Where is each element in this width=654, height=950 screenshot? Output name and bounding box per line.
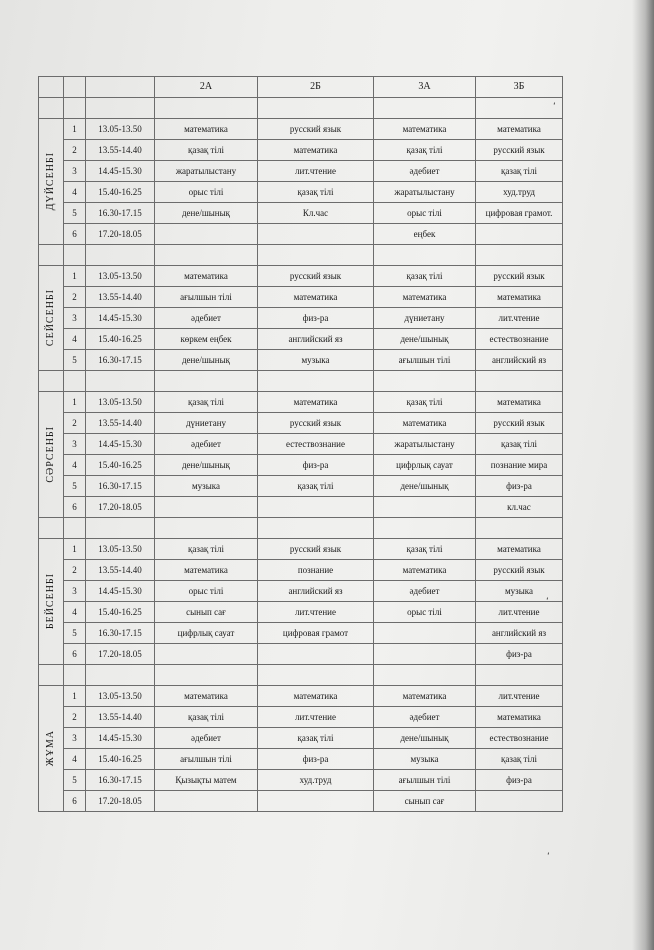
lesson-number: 1 xyxy=(64,392,86,413)
subject-cell-3b: математика xyxy=(476,539,563,560)
empty-cell xyxy=(64,98,86,119)
lesson-number: 3 xyxy=(64,728,86,749)
lesson-number: 4 xyxy=(64,182,86,203)
subject-cell-2b xyxy=(258,224,374,245)
subject-cell-2b: естествознание xyxy=(258,434,374,455)
empty-cell xyxy=(39,518,64,539)
lesson-number: 1 xyxy=(64,119,86,140)
lesson-time: 14.45-15.30 xyxy=(86,434,155,455)
empty-cell xyxy=(155,371,258,392)
subject-cell-2b: русский язык xyxy=(258,266,374,287)
lesson-time: 14.45-15.30 xyxy=(86,161,155,182)
lesson-row xyxy=(39,476,563,497)
subject-cell-3b: английский яз xyxy=(476,350,563,371)
empty-cell xyxy=(86,245,155,266)
spacer-row xyxy=(39,98,563,119)
subject-cell-3b: кл.час xyxy=(476,497,563,518)
lesson-row xyxy=(39,182,563,203)
subject-cell-2a: дене/шынық xyxy=(155,203,258,224)
lesson-number: 3 xyxy=(64,161,86,182)
lesson-time: 13.05-13.50 xyxy=(86,539,155,560)
subject-cell-2b: физ-ра xyxy=(258,308,374,329)
lesson-time: 15.40-16.25 xyxy=(86,455,155,476)
lesson-number: 2 xyxy=(64,560,86,581)
pen-mark: ʻ xyxy=(553,102,556,112)
subject-cell-2a: әдебиет xyxy=(155,434,258,455)
lesson-row xyxy=(39,392,563,413)
subject-cell-3b: физ-ра xyxy=(476,770,563,791)
day-label xyxy=(39,266,64,371)
subject-cell-2b: қазақ тілі xyxy=(258,728,374,749)
lesson-number: 6 xyxy=(64,497,86,518)
subject-cell-3b: лит.чтение xyxy=(476,602,563,623)
empty-cell xyxy=(258,665,374,686)
subject-cell-2b: познание xyxy=(258,560,374,581)
day-name: ЖҰМА xyxy=(45,730,56,767)
lesson-number: 5 xyxy=(64,476,86,497)
subject-cell-3b: английский яз xyxy=(476,623,563,644)
spacer-row xyxy=(39,518,563,539)
subject-cell-2b xyxy=(258,644,374,665)
subject-cell-3a: жаратылыстану xyxy=(374,434,476,455)
lesson-row xyxy=(39,350,563,371)
subject-cell-2b: математика xyxy=(258,392,374,413)
subject-cell-2a xyxy=(155,791,258,812)
empty-cell xyxy=(476,665,563,686)
subject-cell-3b: русский язык xyxy=(476,266,563,287)
lesson-row xyxy=(39,266,563,287)
subject-cell-2b: русский язык xyxy=(258,119,374,140)
lesson-number: 4 xyxy=(64,749,86,770)
lesson-number: 6 xyxy=(64,644,86,665)
subject-cell-3b xyxy=(476,224,563,245)
day-name: ДҮЙСЕНБІ xyxy=(45,152,56,211)
empty-cell xyxy=(476,371,563,392)
empty-cell xyxy=(86,98,155,119)
lesson-time: 14.45-15.30 xyxy=(86,581,155,602)
subject-cell-3a: қазақ тілі xyxy=(374,266,476,287)
subject-cell-2b xyxy=(258,791,374,812)
page-edge-shadow xyxy=(632,0,654,950)
lesson-number: 3 xyxy=(64,581,86,602)
lesson-row xyxy=(39,728,563,749)
subject-cell-3a: математика xyxy=(374,287,476,308)
lesson-time: 16.30-17.15 xyxy=(86,623,155,644)
lesson-row xyxy=(39,308,563,329)
subject-cell-3b: лит.чтение xyxy=(476,686,563,707)
lesson-row xyxy=(39,791,563,812)
subject-cell-3b: математика xyxy=(476,392,563,413)
subject-cell-3a: әдебиет xyxy=(374,161,476,182)
empty-cell xyxy=(374,98,476,119)
lesson-time: 15.40-16.25 xyxy=(86,329,155,350)
subject-cell-3a: математика xyxy=(374,686,476,707)
empty-cell xyxy=(374,518,476,539)
subject-cell-2b: математика xyxy=(258,287,374,308)
day-label xyxy=(39,539,64,665)
empty-cell xyxy=(86,371,155,392)
subject-cell-2b: лит.чтение xyxy=(258,602,374,623)
lesson-row xyxy=(39,581,563,602)
lesson-number: 6 xyxy=(64,224,86,245)
subject-cell-3a: орыс тілі xyxy=(374,602,476,623)
subject-cell-3b: естествознание xyxy=(476,329,563,350)
lesson-number: 4 xyxy=(64,602,86,623)
subject-cell-3a: сынып сағ xyxy=(374,791,476,812)
lesson-row xyxy=(39,623,563,644)
subject-cell-2b: физ-ра xyxy=(258,455,374,476)
day-name: СӘРСЕНБІ xyxy=(45,426,56,483)
lesson-number: 1 xyxy=(64,266,86,287)
lesson-number: 4 xyxy=(64,455,86,476)
lesson-time: 13.55-14.40 xyxy=(86,140,155,161)
subject-cell-3b: цифровая грамот. xyxy=(476,203,563,224)
subject-cell-3a: цифрлық сауат xyxy=(374,455,476,476)
lesson-time: 17.20-18.05 xyxy=(86,224,155,245)
spacer-row xyxy=(39,371,563,392)
lesson-row xyxy=(39,224,563,245)
subject-cell-2b: математика xyxy=(258,686,374,707)
empty-cell xyxy=(64,665,86,686)
lesson-time: 13.05-13.50 xyxy=(86,686,155,707)
day-name: СЕЙСЕНБІ xyxy=(45,289,56,347)
empty-cell xyxy=(476,518,563,539)
subject-cell-2a xyxy=(155,497,258,518)
lesson-number: 5 xyxy=(64,203,86,224)
subject-cell-3a: математика xyxy=(374,413,476,434)
lesson-time: 13.55-14.40 xyxy=(86,413,155,434)
lesson-number: 2 xyxy=(64,287,86,308)
lesson-time: 17.20-18.05 xyxy=(86,644,155,665)
subject-cell-3a: қазақ тілі xyxy=(374,539,476,560)
lesson-row xyxy=(39,455,563,476)
lesson-time: 16.30-17.15 xyxy=(86,770,155,791)
header-cell-3a: 3А xyxy=(374,77,476,98)
empty-cell xyxy=(64,245,86,266)
subject-cell-2b: қазақ тілі xyxy=(258,182,374,203)
subject-cell-2a: дене/шынық xyxy=(155,455,258,476)
subject-cell-2b: цифровая грамот xyxy=(258,623,374,644)
subject-cell-3a: математика xyxy=(374,119,476,140)
lesson-number: 4 xyxy=(64,329,86,350)
subject-cell-2b: худ.труд xyxy=(258,770,374,791)
subject-cell-2b: русский язык xyxy=(258,539,374,560)
subject-cell-2a: математика xyxy=(155,266,258,287)
subject-cell-3a: ағылшын тілі xyxy=(374,350,476,371)
empty-cell xyxy=(155,245,258,266)
lesson-time: 17.20-18.05 xyxy=(86,791,155,812)
lesson-row xyxy=(39,287,563,308)
lesson-row xyxy=(39,119,563,140)
lesson-row xyxy=(39,413,563,434)
lesson-number: 3 xyxy=(64,308,86,329)
lesson-row xyxy=(39,434,563,455)
subject-cell-2b: английский яз xyxy=(258,581,374,602)
subject-cell-2a: қазақ тілі xyxy=(155,707,258,728)
empty-cell xyxy=(64,371,86,392)
subject-cell-3b: русский язык xyxy=(476,140,563,161)
subject-cell-3b: математика xyxy=(476,707,563,728)
subject-cell-3b: естествознание xyxy=(476,728,563,749)
subject-cell-3a: қазақ тілі xyxy=(374,140,476,161)
subject-cell-3a: дене/шынық xyxy=(374,329,476,350)
day-name: БЕЙСЕНБІ xyxy=(45,573,56,630)
day-label xyxy=(39,392,64,518)
subject-cell-2a: дүниетану xyxy=(155,413,258,434)
empty-cell xyxy=(155,98,258,119)
lesson-row xyxy=(39,497,563,518)
header-cell-time xyxy=(86,77,155,98)
empty-cell xyxy=(476,245,563,266)
subject-cell-3b: музыка xyxy=(476,581,563,602)
subject-cell-2b: лит.чтение xyxy=(258,707,374,728)
header-cell-day xyxy=(39,77,64,98)
lesson-time: 14.45-15.30 xyxy=(86,728,155,749)
subject-cell-2a: музыка xyxy=(155,476,258,497)
lesson-row xyxy=(39,560,563,581)
lesson-row xyxy=(39,329,563,350)
empty-cell xyxy=(39,98,64,119)
subject-cell-3a: қазақ тілі xyxy=(374,392,476,413)
lesson-time: 15.40-16.25 xyxy=(86,182,155,203)
lesson-time: 14.45-15.30 xyxy=(86,308,155,329)
subject-cell-2a: сынып сағ xyxy=(155,602,258,623)
subject-cell-2a: қазақ тілі xyxy=(155,392,258,413)
subject-cell-3b: русский язык xyxy=(476,413,563,434)
lesson-row xyxy=(39,707,563,728)
subject-cell-2a xyxy=(155,224,258,245)
subject-cell-2a: цифрлық сауат xyxy=(155,623,258,644)
subject-cell-2b: физ-ра xyxy=(258,749,374,770)
day-label xyxy=(39,119,64,245)
spacer-row xyxy=(39,245,563,266)
header-cell-2b: 2Б xyxy=(258,77,374,98)
lesson-row xyxy=(39,749,563,770)
subject-cell-2a: әдебиет xyxy=(155,308,258,329)
subject-cell-3a: музыка xyxy=(374,749,476,770)
subject-cell-3b: познание мира xyxy=(476,455,563,476)
empty-cell xyxy=(39,245,64,266)
subject-cell-2a: Қызықты матем xyxy=(155,770,258,791)
subject-cell-3b: математика xyxy=(476,119,563,140)
lesson-time: 15.40-16.25 xyxy=(86,602,155,623)
subject-cell-2a: қазақ тілі xyxy=(155,140,258,161)
subject-cell-3a: әдебиет xyxy=(374,707,476,728)
lesson-row xyxy=(39,644,563,665)
lesson-number: 3 xyxy=(64,434,86,455)
subject-cell-3b xyxy=(476,791,563,812)
subject-cell-3a: ағылшын тілі xyxy=(374,770,476,791)
subject-cell-2b: Кл.час xyxy=(258,203,374,224)
lesson-row xyxy=(39,770,563,791)
schedule-body xyxy=(39,77,563,812)
subject-cell-3b: қазақ тілі xyxy=(476,161,563,182)
subject-cell-3b: лит.чтение xyxy=(476,308,563,329)
subject-cell-2a: әдебиет xyxy=(155,728,258,749)
subject-cell-2a: қазақ тілі xyxy=(155,539,258,560)
header-cell-3b: 3Б xyxy=(476,77,563,98)
lesson-number: 1 xyxy=(64,539,86,560)
empty-cell xyxy=(39,665,64,686)
empty-cell xyxy=(86,518,155,539)
subject-cell-2a: математика xyxy=(155,560,258,581)
lesson-time: 15.40-16.25 xyxy=(86,749,155,770)
subject-cell-2a: орыс тілі xyxy=(155,581,258,602)
lesson-row xyxy=(39,686,563,707)
lesson-time: 16.30-17.15 xyxy=(86,476,155,497)
empty-cell xyxy=(258,245,374,266)
subject-cell-3b: русский язык xyxy=(476,560,563,581)
subject-cell-3a: дене/шынық xyxy=(374,476,476,497)
empty-cell xyxy=(258,371,374,392)
empty-cell xyxy=(39,371,64,392)
header-cell-2a: 2А xyxy=(155,77,258,98)
subject-cell-3b: математика xyxy=(476,287,563,308)
subject-cell-2b: математика xyxy=(258,140,374,161)
empty-cell xyxy=(374,245,476,266)
lesson-time: 13.05-13.50 xyxy=(86,392,155,413)
subject-cell-3a: математика xyxy=(374,560,476,581)
lesson-number: 5 xyxy=(64,770,86,791)
lesson-time: 13.05-13.50 xyxy=(86,119,155,140)
subject-cell-3a: жаратылыстану xyxy=(374,182,476,203)
subject-cell-2b: қазақ тілі xyxy=(258,476,374,497)
subject-cell-2a: ағылшын тілі xyxy=(155,287,258,308)
lesson-row xyxy=(39,602,563,623)
lesson-time: 13.05-13.50 xyxy=(86,266,155,287)
subject-cell-2a: математика xyxy=(155,686,258,707)
subject-cell-2b: английский яз xyxy=(258,329,374,350)
empty-cell xyxy=(155,665,258,686)
day-label xyxy=(39,686,64,812)
empty-cell xyxy=(374,371,476,392)
lesson-time: 16.30-17.15 xyxy=(86,350,155,371)
subject-cell-3b: физ-ра xyxy=(476,476,563,497)
empty-cell xyxy=(64,518,86,539)
subject-cell-3a: дене/шынық xyxy=(374,728,476,749)
subject-cell-2a: жаратылыстану xyxy=(155,161,258,182)
subject-cell-2b: музыка xyxy=(258,350,374,371)
empty-cell xyxy=(258,518,374,539)
subject-cell-2a: ағылшын тілі xyxy=(155,749,258,770)
lesson-number: 2 xyxy=(64,413,86,434)
pen-mark: ʻ xyxy=(547,852,550,862)
spacer-row xyxy=(39,665,563,686)
subject-cell-2b: русский язык xyxy=(258,413,374,434)
lesson-row xyxy=(39,203,563,224)
empty-cell xyxy=(374,665,476,686)
subject-cell-3b: физ-ра xyxy=(476,644,563,665)
lesson-time: 16.30-17.15 xyxy=(86,203,155,224)
subject-cell-2b xyxy=(258,497,374,518)
lesson-number: 5 xyxy=(64,623,86,644)
lesson-row xyxy=(39,161,563,182)
subject-cell-2a xyxy=(155,644,258,665)
lesson-number: 6 xyxy=(64,791,86,812)
subject-cell-3b: қазақ тілі xyxy=(476,434,563,455)
lesson-time: 13.55-14.40 xyxy=(86,287,155,308)
empty-cell xyxy=(86,665,155,686)
subject-cell-2b: лит.чтение xyxy=(258,161,374,182)
subject-cell-2a: орыс тілі xyxy=(155,182,258,203)
subject-cell-3b: худ.труд xyxy=(476,182,563,203)
subject-cell-3a xyxy=(374,497,476,518)
subject-cell-3a xyxy=(374,644,476,665)
lesson-number: 2 xyxy=(64,140,86,161)
lesson-time: 13.55-14.40 xyxy=(86,560,155,581)
empty-cell xyxy=(258,98,374,119)
lesson-number: 2 xyxy=(64,707,86,728)
empty-cell xyxy=(476,98,563,119)
empty-cell xyxy=(155,518,258,539)
subject-cell-2a: дене/шынық xyxy=(155,350,258,371)
pen-mark: ʻ xyxy=(546,597,549,607)
lesson-number: 5 xyxy=(64,350,86,371)
header-cell-num xyxy=(64,77,86,98)
lesson-row xyxy=(39,140,563,161)
subject-cell-3a: әдебиет xyxy=(374,581,476,602)
subject-cell-2a: көркем еңбек xyxy=(155,329,258,350)
subject-cell-2a: математика xyxy=(155,119,258,140)
lesson-time: 13.55-14.40 xyxy=(86,707,155,728)
header-row xyxy=(39,77,563,98)
subject-cell-3b: қазақ тілі xyxy=(476,749,563,770)
subject-cell-3a xyxy=(374,623,476,644)
lesson-row xyxy=(39,539,563,560)
subject-cell-3a: еңбек xyxy=(374,224,476,245)
subject-cell-3a: дүниетану xyxy=(374,308,476,329)
subject-cell-3a: орыс тілі xyxy=(374,203,476,224)
schedule-table xyxy=(38,76,563,812)
lesson-number: 1 xyxy=(64,686,86,707)
lesson-time: 17.20-18.05 xyxy=(86,497,155,518)
